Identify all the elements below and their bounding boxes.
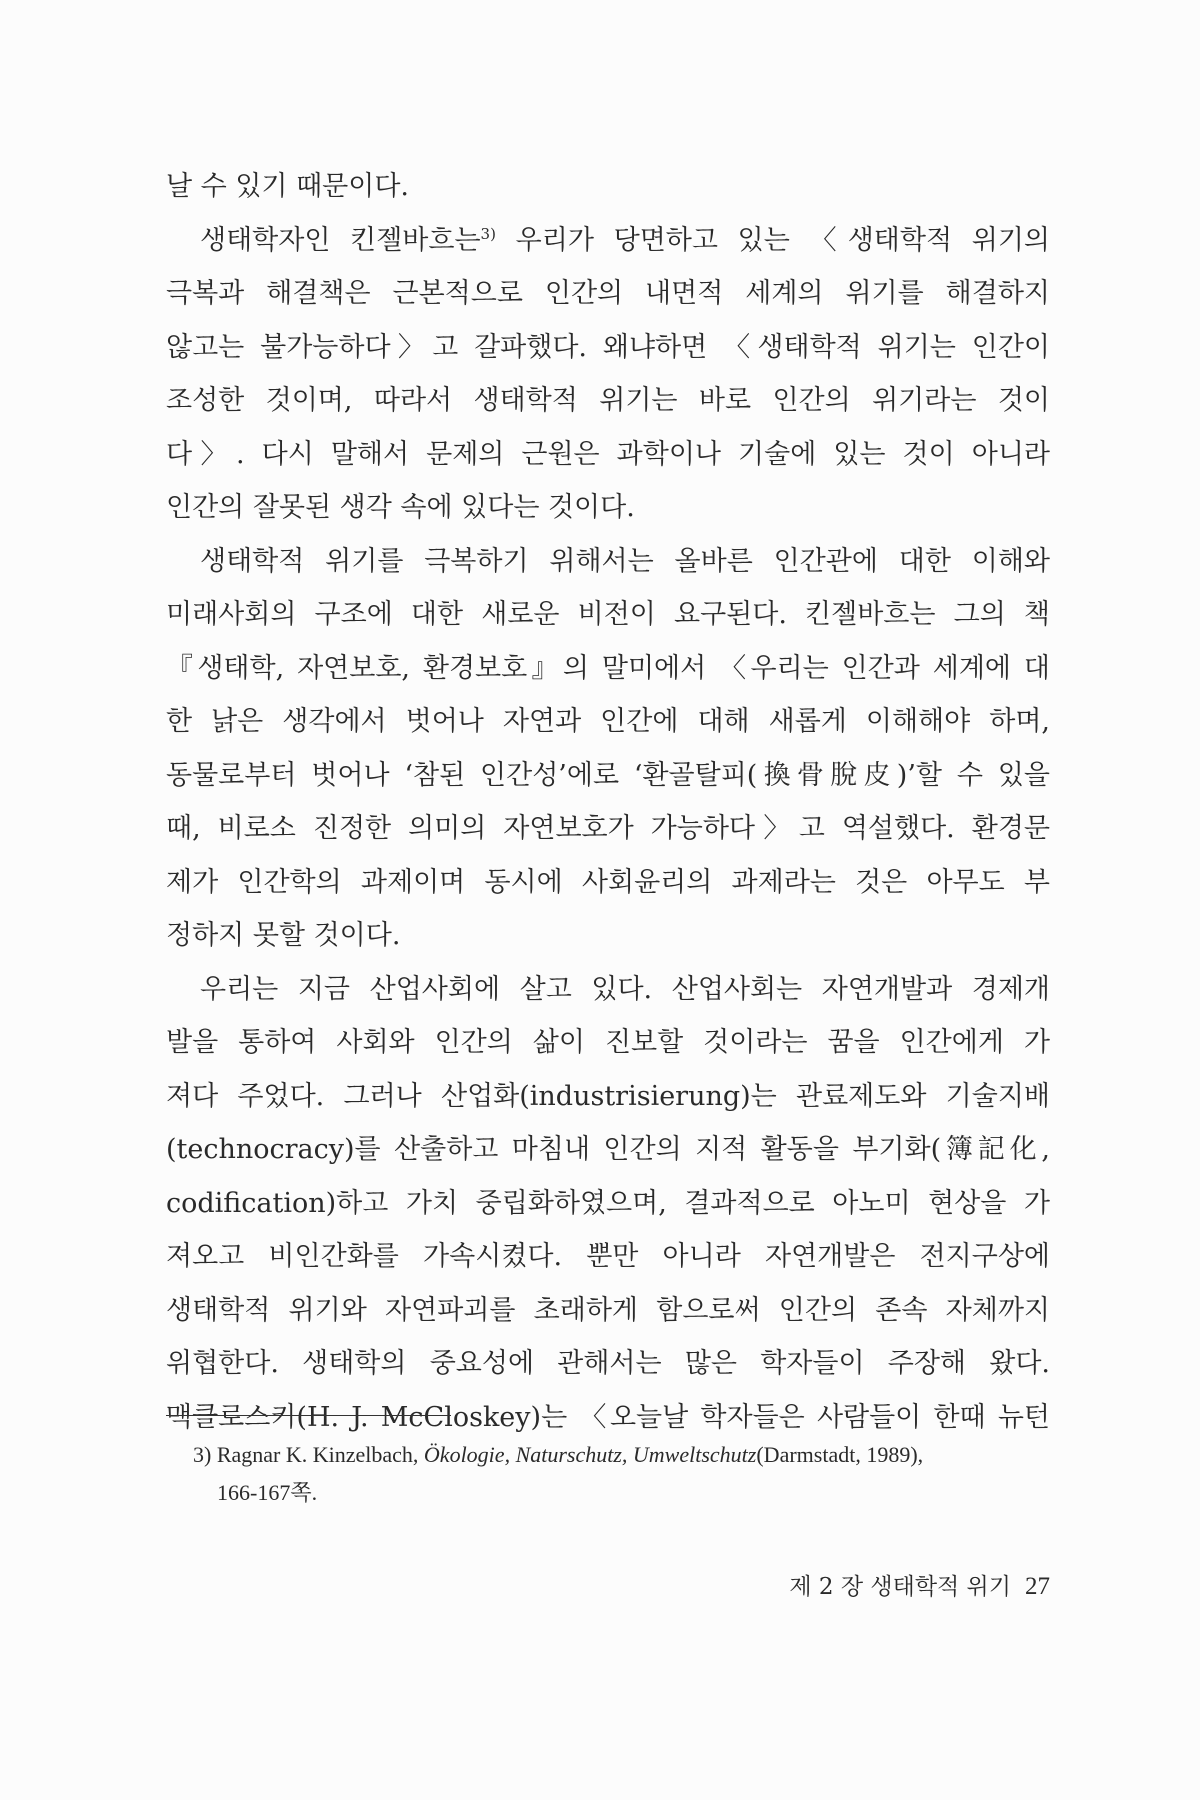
footnote-line (193, 1436, 1053, 1474)
text-line: 위협한다. 생태학의 중요성에 관해서는 많은 학자들이 주장해 왔다. (166, 1348, 1050, 1379)
text-line: 인간의 잘못된 생각 속에 있다는 것이다. (166, 492, 635, 523)
text-line: 한 낡은 생각에서 벗어나 자연과 인간에 대해 새롭게 이해해야 하며, (166, 706, 1050, 737)
text-line: (technocracy)를 산출하고 마침내 인간의 지적 활동을 부기화(簿記化, (166, 1134, 1050, 1165)
footnote-title: Ökologie, Naturschutz, Umweltschutz (423, 1442, 757, 1467)
running-footer (789, 1568, 1050, 1601)
text-line: 『생태학, 자연보호, 환경보호』의 말미에서 〈우리는 인간과 세계에 대 (166, 652, 1050, 684)
text-segment: 생태학자인 킨젤바흐는 (200, 224, 481, 256)
footnote-pages: 166-167쪽. (217, 1480, 318, 1505)
body-text (166, 160, 1050, 1444)
text-line: 생태학적 위기를 극복하기 위해서는 올바른 인간관에 대한 이해와 (200, 545, 1050, 577)
text-line: 정하지 못할 것이다. (166, 920, 401, 951)
text-line: 발을 통하여 사회와 인간의 삶이 진보할 것이라는 꿈을 인간에게 가 (166, 1027, 1050, 1058)
footnote (193, 1436, 1053, 1512)
text-line: 때, 비로소 진정한 의미의 자연보호가 가능하다〉고 역설했다. 환경문 (166, 813, 1050, 844)
footnote-marker: 3) (480, 224, 496, 243)
text-line: 않고는 불가능하다〉고 갈파했다. 왜냐하면 〈생태학적 위기는 인간이 (166, 331, 1050, 363)
footnote-divider (166, 1415, 451, 1416)
text-line: 제가 인간학의 과제이며 동시에 사회윤리의 과제라는 것은 아무도 부 (166, 866, 1050, 898)
text-line (166, 214, 1050, 268)
text-line: 생태학적 위기와 자연파괴를 초래하게 함으로써 인간의 존속 자체까지 (166, 1294, 1050, 1326)
footnote-publication: (Darmstadt, 1989), (756, 1442, 924, 1467)
text-line: 극복과 해결책은 근본적으로 인간의 내면적 세계의 위기를 해결하지 (166, 278, 1050, 309)
text-line: 져오고 비인간화를 가속시켰다. 뿐만 아니라 자연개발은 전지구상에 (166, 1241, 1050, 1272)
text-line: 조성한 것이며, 따라서 생태학적 위기는 바로 인간의 위기라는 것이 (166, 385, 1050, 416)
text-line: codification)하고 가치 중립화하였으며, 결과적으로 아노미 현상을 가 (166, 1187, 1050, 1219)
footnote-number: 3) (193, 1442, 212, 1467)
page-number: 27 (1025, 1573, 1050, 1600)
chapter-title: 제 2 장 생태학적 위기 (789, 1574, 1011, 1600)
text-line: 다〉. 다시 말해서 문제의 근원은 과학이나 기술에 있는 것이 아니라 (166, 438, 1050, 470)
text-line: 미래사회의 구조에 대한 새로운 비전이 요구된다. 킨젤바흐는 그의 책 (166, 599, 1050, 630)
text-line: 동물로부터 벗어나 ‘참된 인간성’에로 ‘환골탈피(換骨脫皮)’할 수 있을 (166, 759, 1050, 791)
text-line: 맥클로스키(H. J. McCloskey)는 〈오늘날 학자들은 사람들이 한때 뉴턴 (166, 1401, 1050, 1433)
text-line: 져다 주었다. 그러나 산업화(industrisierung)는 관료제도와 기술지배 (166, 1080, 1050, 1112)
text-segment: 우리가 당면하고 있는 〈생태학적 위기의 (495, 224, 1050, 256)
footnote-author: Ragnar K. Kinzelbach, (216, 1442, 424, 1467)
text-line: 우리는 지금 산업사회에 살고 있다. 산업사회는 자연개발과 경제개 (200, 973, 1050, 1005)
text-line: 날 수 있기 때문이다. (166, 171, 409, 202)
